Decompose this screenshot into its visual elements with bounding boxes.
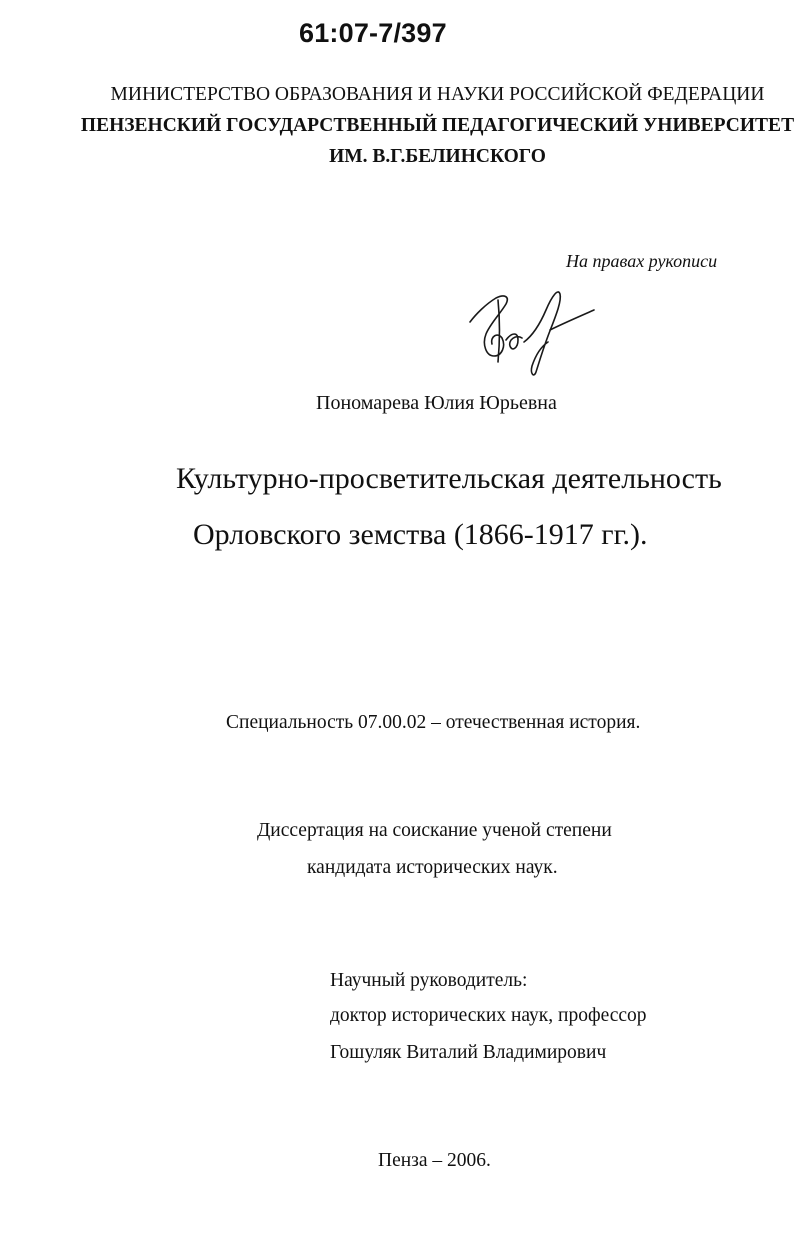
dissertation-title-line-2: Орловского земства (1866-1917 гг.). bbox=[193, 518, 648, 551]
supervisor-degree: доктор исторических наук, профессор bbox=[330, 1005, 647, 1026]
university-heading: ПЕНЗЕНСКИЙ ГОСУДАРСТВЕННЫЙ ПЕДАГОГИЧЕСКИЙ УНИВЕРСИТЕТ bbox=[80, 115, 795, 136]
supervisor-name: Гошуляк Виталий Владимирович bbox=[330, 1042, 607, 1063]
archive-stamp-code: 61:07-7/397 bbox=[299, 18, 447, 48]
degree-statement-line-1: Диссертация на соискание ученой степени bbox=[257, 820, 612, 841]
dissertation-title-line-1: Культурно-просветительская деятельность bbox=[176, 462, 722, 495]
author-name: Пономарева Юлия Юрьевна bbox=[316, 392, 557, 414]
specialty-line: Специальность 07.00.02 – отечественная история. bbox=[226, 712, 641, 733]
supervisor-label: Научный руководитель: bbox=[330, 970, 528, 991]
degree-statement-line-2: кандидата исторических наук. bbox=[307, 857, 558, 878]
place-and-year: Пенза – 2006. bbox=[378, 1150, 491, 1171]
handwritten-signature-icon bbox=[462, 280, 602, 380]
university-named-after: ИМ. В.Г.БЕЛИНСКОГО bbox=[329, 146, 546, 167]
rights-note: На правах рукописи bbox=[566, 251, 718, 271]
ministry-heading: МИНИСТЕРСТВО ОБРАЗОВАНИЯ И НАУКИ РОССИЙСКОЙ ФЕДЕРАЦИИ bbox=[110, 84, 765, 105]
